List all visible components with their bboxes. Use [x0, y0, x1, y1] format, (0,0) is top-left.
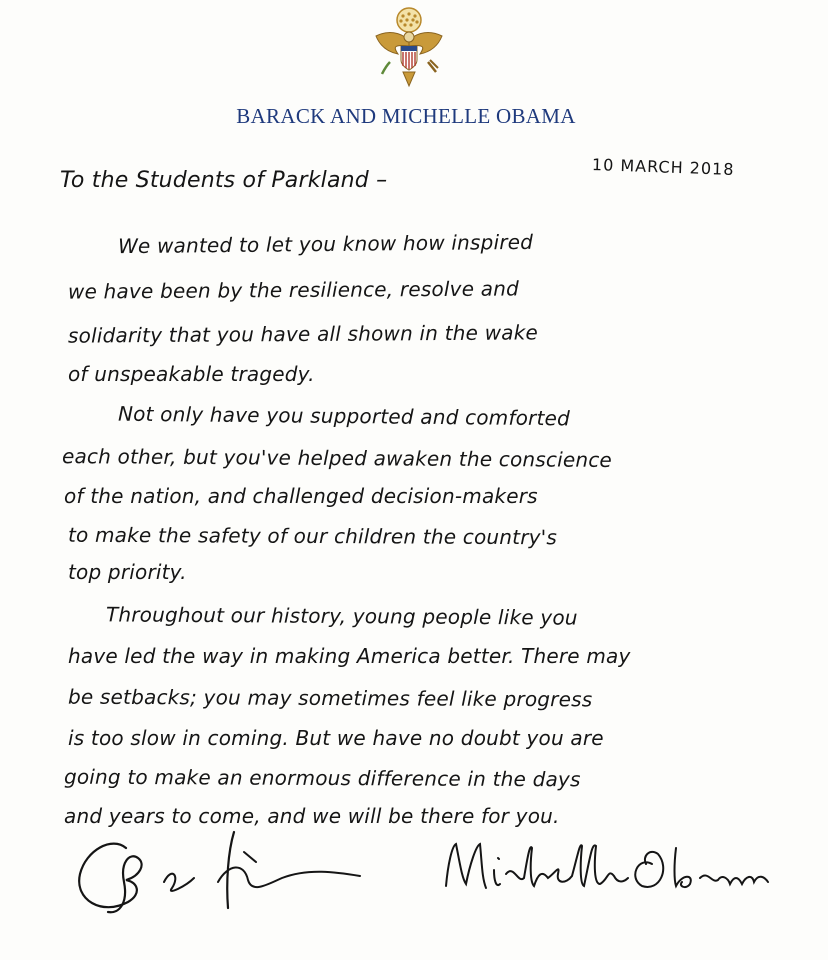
letter-line: Throughout our history, young people like you [105, 602, 578, 630]
letter-line: We wanted to let you know how inspired [117, 229, 534, 259]
michelle-obama-signature [438, 834, 778, 904]
letter-line: be setbacks; you may sometimes feel like progress [67, 684, 593, 712]
letter-line: going to make an enormous difference in the days [63, 764, 581, 792]
barack-obama-signature [68, 822, 368, 922]
letter-line: have led the way in making America better. There may [68, 644, 631, 668]
letter-line: each other, but you've helped awaken the conscience [61, 444, 613, 472]
letter-line: top priority. [68, 560, 187, 584]
letter-line: solidarity that you have all shown in the wake [67, 320, 539, 348]
letter-date: 10 MARCH 2018 [591, 155, 735, 179]
letter-line: of unspeakable tragedy. [68, 362, 315, 386]
eagle-seal-icon [370, 6, 448, 90]
letter-line: is too slow in coming. But we have no doubt you are [68, 726, 604, 750]
letterhead-title: BARACK AND MICHELLE OBAMA [236, 104, 576, 128]
letter-line: of the nation, and challenged decision-makers [64, 484, 538, 508]
letter-salutation: To the Students of Parkland – [60, 168, 388, 193]
letter-line: Not only have you supported and comforted [117, 401, 571, 431]
letter-line: and years to come, and we will be there for you. [64, 804, 560, 828]
letter-line: we have been by the resilience, resolve and [67, 276, 520, 304]
letter-line: to make the safety of our children the country's [67, 522, 558, 550]
